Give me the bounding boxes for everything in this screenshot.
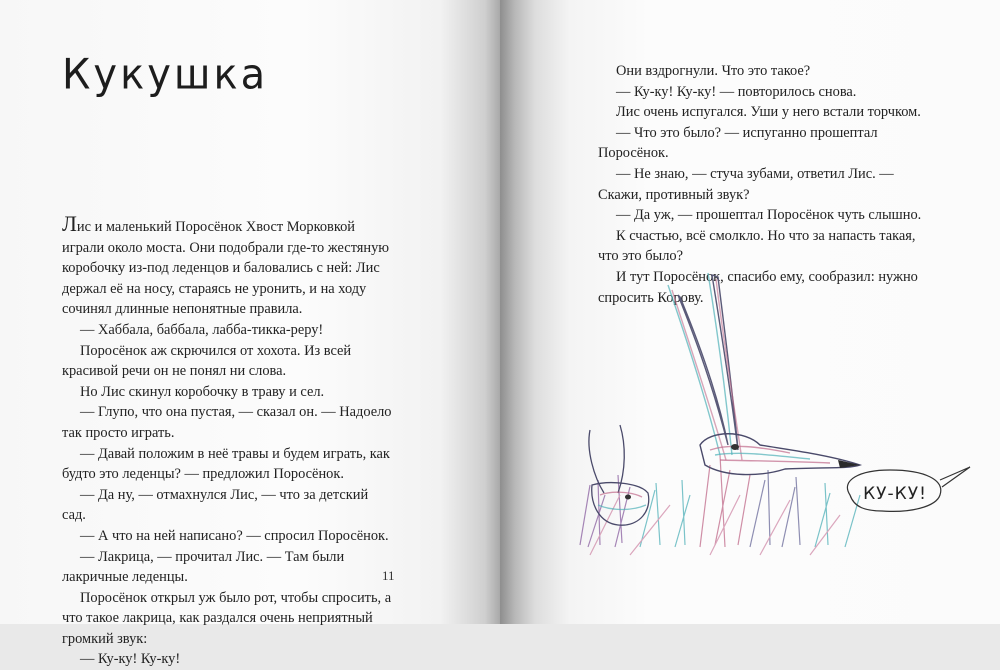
paragraph: К счастью, всё смолкло. Но что за напасть такая, что это было? (598, 227, 916, 265)
drop-cap: Л (62, 211, 77, 236)
paragraph: — Не знаю, — стуча зубами, ответил Лис. — Скажи, противный звук? (598, 165, 894, 203)
page-number: 11 (382, 568, 395, 583)
paragraph: Но Лис скинул коробочку в траву и сел. (80, 383, 325, 400)
paragraph: Поросёнок открыл уж было рот, чтобы спросить, а что такое лакрица, как раздался очень неприятный громкий звук: (62, 589, 392, 647)
paragraph: — Да ну, — отмахнулся Лис, — что за детский сад. (62, 486, 369, 524)
fox-ears-icon (668, 273, 742, 460)
paragraph: — Да уж, — прошептал Поросёнок чуть слышно. (616, 207, 922, 224)
paragraph: Лис очень испугался. Уши у него встали торчком. (616, 104, 921, 121)
paragraph: — Что это было? — испуганно прошептал Поросёнок. (598, 124, 878, 162)
speech-bubble-text: КУ-КУ! (863, 484, 927, 504)
paragraph: — Ку-ку! Ку-ку! — повторилось снова. (616, 83, 857, 100)
speech-bubble (847, 467, 970, 511)
left-text-column (62, 211, 392, 670)
paragraph: — Хаббала, баббала, лабба-тикка-реру! (80, 321, 324, 338)
fox-head-icon (700, 434, 860, 475)
grass-icon (580, 455, 860, 555)
paragraph: — Лакрица, — прочитал Лис. — Там были лакричные леденцы. (62, 548, 345, 586)
fox-and-piglet-illustration (560, 255, 980, 585)
paragraph: Они вздрогнули. Что это такое? (616, 63, 811, 79)
paragraph: — Ку-ку! Ку-ку! (80, 651, 181, 668)
paragraph: — Давай положим в неё травы и будем играть, как будто это леденцы? — предложил Поросёнок. (62, 445, 390, 483)
piglet-icon (589, 425, 649, 525)
chapter-title: Кукушка (62, 50, 269, 100)
paragraph: — А что на ней написано? — спросил Поросёнок. (80, 527, 389, 544)
paragraph: И тут Поросёнок, спасибо ему, сообразил: нужно спросить Корову. (598, 268, 918, 306)
paragraph: Поросёнок аж скрючился от хохота. Из всей красивой речи он не понял ни слова. (62, 342, 352, 380)
left-page (0, 0, 500, 668)
paragraph: Лис и маленький Поросёнок Хвост Морковкой играли около моста. Они подобрали где-то жестяную коробочку из-под леденцов и баловались с ней: Лис держал её на носу, стараясь не уронить, и на ходу сочинял длинные непонятные правила. (62, 211, 390, 318)
paragraph: — Глупо, что она пустая, — сказал он. — Надоело так просто играть. (62, 404, 392, 441)
